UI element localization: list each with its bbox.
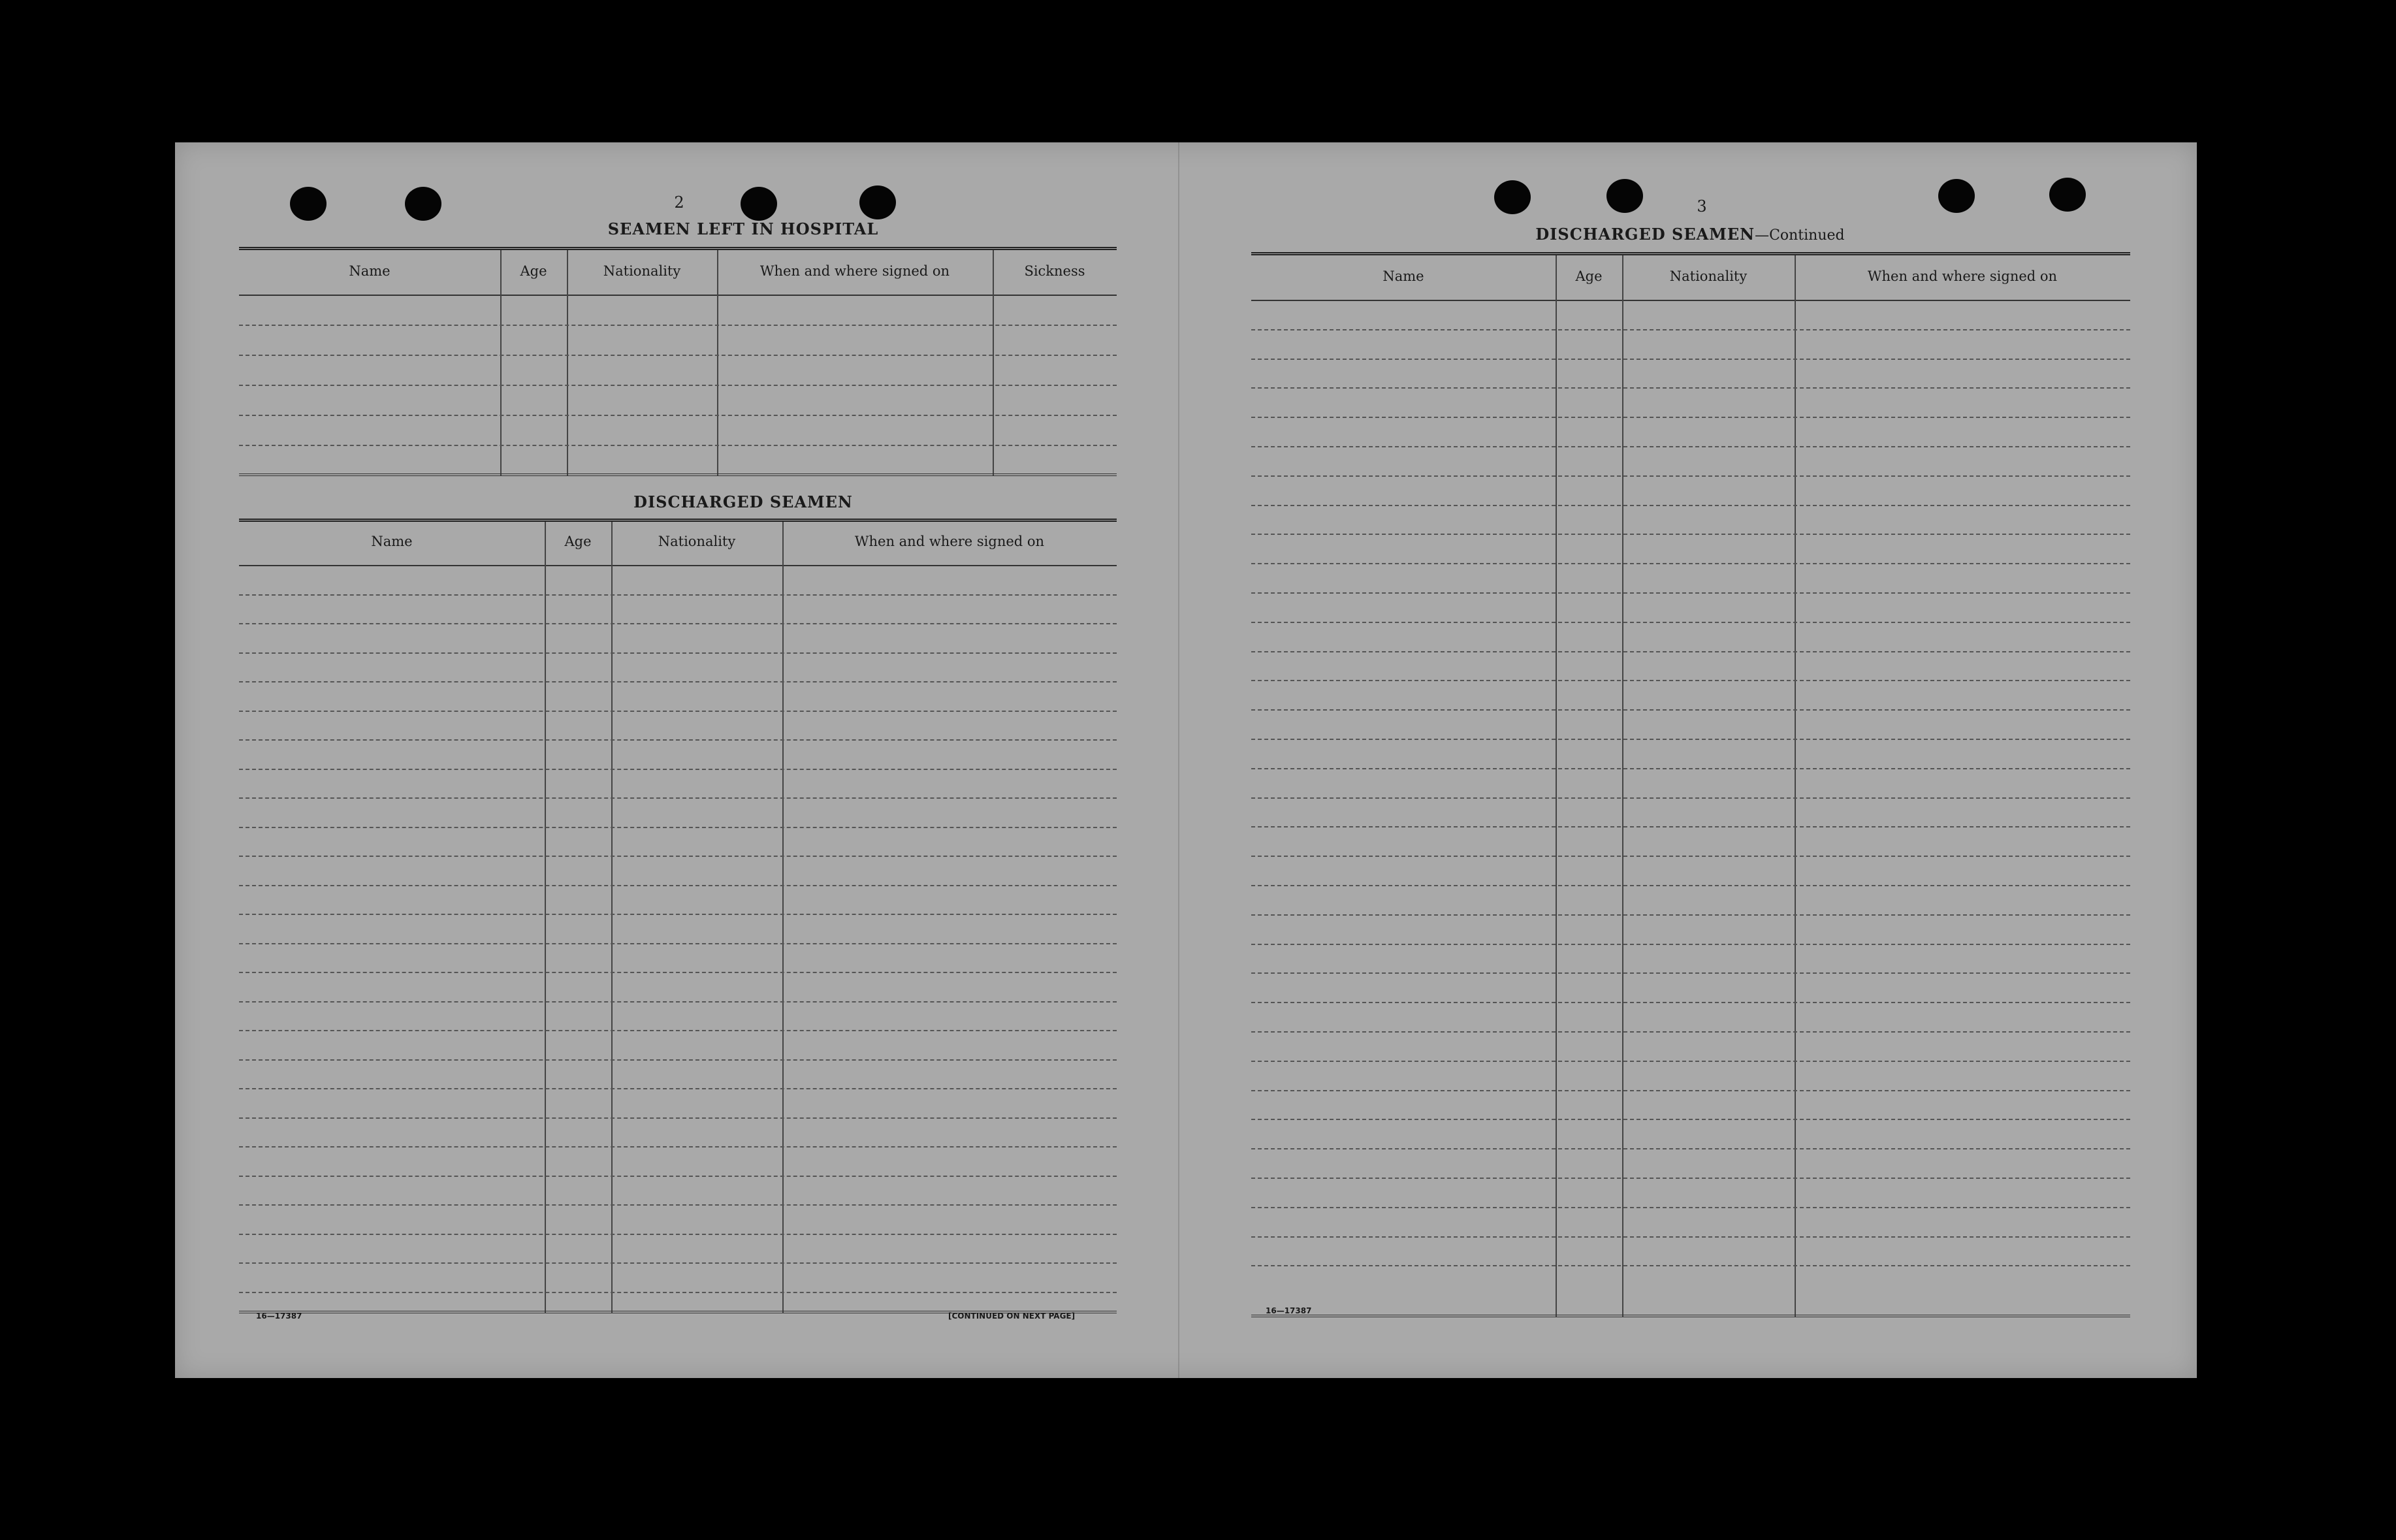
table-row xyxy=(239,711,1117,712)
table-row xyxy=(1251,914,2130,916)
punch-hole xyxy=(1606,179,1643,213)
col-signed-on: When and where signed on xyxy=(1867,268,2058,284)
col-age: Age xyxy=(520,263,547,279)
page-number-left: 2 xyxy=(674,193,684,212)
table-row xyxy=(1251,622,2130,623)
column-divider xyxy=(1556,255,1557,1317)
col-name: Name xyxy=(1382,268,1424,284)
table-row xyxy=(239,914,1117,915)
col-age: Age xyxy=(1575,268,1603,284)
col-age: Age xyxy=(564,534,592,549)
discharged-continued-title xyxy=(1507,225,1873,244)
hospital-section-title: SEAMEN LEFT IN HOSPITAL xyxy=(607,219,879,238)
discharged-table xyxy=(239,519,1117,1313)
column-divider xyxy=(1795,255,1796,1317)
table-row xyxy=(1251,739,2130,740)
table-row xyxy=(239,1204,1117,1206)
discharged-table-header xyxy=(239,522,1117,566)
title-main: DISCHARGED SEAMEN xyxy=(1535,225,1755,244)
table-row xyxy=(239,415,1117,416)
table-row xyxy=(1251,387,2130,389)
table-row xyxy=(239,885,1117,886)
col-nationality: Nationality xyxy=(658,534,736,549)
punch-hole xyxy=(741,187,777,221)
table-row xyxy=(1251,475,2130,477)
table-row xyxy=(239,681,1117,682)
table-row xyxy=(239,1117,1117,1119)
column-divider xyxy=(782,522,784,1313)
table-row xyxy=(1251,1119,2130,1120)
table-row xyxy=(1251,446,2130,447)
col-signed-on: When and where signed on xyxy=(759,263,950,279)
discharged-continued-table xyxy=(1251,252,2130,1317)
table-row xyxy=(1251,1031,2130,1033)
punch-hole xyxy=(290,187,327,221)
table-row xyxy=(1251,944,2130,945)
table-row xyxy=(1251,1061,2130,1062)
table-row xyxy=(1251,972,2130,974)
table-row xyxy=(239,1262,1117,1264)
col-name: Name xyxy=(371,534,413,549)
col-sickness: Sickness xyxy=(1024,263,1085,279)
page-number-right: 3 xyxy=(1697,197,1707,216)
table-row xyxy=(1251,1178,2130,1179)
column-divider xyxy=(1622,255,1623,1317)
table-row xyxy=(1251,797,2130,799)
title-suffix: —Continued xyxy=(1755,227,1845,244)
punch-hole xyxy=(1938,179,1975,213)
table-row xyxy=(1251,592,2130,594)
column-divider xyxy=(717,250,718,476)
table-row xyxy=(1251,651,2130,652)
table-row xyxy=(239,856,1117,857)
table-row xyxy=(1251,534,2130,535)
discharged-section-title: DISCHARGED SEAMEN xyxy=(633,492,853,511)
form-sheet xyxy=(175,142,2197,1378)
table-row xyxy=(239,1030,1117,1031)
hospital-table xyxy=(239,247,1117,476)
table-row xyxy=(239,1001,1117,1003)
table-row xyxy=(1251,1207,2130,1208)
table-row xyxy=(239,827,1117,828)
table-row xyxy=(239,652,1117,654)
punch-hole xyxy=(405,187,441,221)
table-row xyxy=(1251,359,2130,360)
table-row xyxy=(1251,826,2130,827)
form-number-right: 16—17387 xyxy=(1266,1306,1312,1315)
table-row xyxy=(239,739,1117,741)
table-row xyxy=(1251,417,2130,418)
table-row xyxy=(239,972,1117,973)
col-name: Name xyxy=(349,263,391,279)
column-divider xyxy=(567,250,568,476)
column-divider xyxy=(611,522,613,1313)
punch-hole xyxy=(859,185,896,219)
table-row xyxy=(239,623,1117,624)
table-row xyxy=(1251,329,2130,330)
table-row xyxy=(239,355,1117,356)
table-row xyxy=(1251,505,2130,506)
table-row xyxy=(239,1088,1117,1089)
page-fold xyxy=(1178,142,1179,1378)
table-row xyxy=(1251,563,2130,564)
form-number-left: 16—17387 xyxy=(256,1311,302,1321)
table-row xyxy=(239,594,1117,596)
table-row xyxy=(239,797,1117,799)
table-bottom-rule xyxy=(239,473,1117,476)
column-divider xyxy=(545,522,546,1313)
table-row xyxy=(239,445,1117,446)
table-bottom-rule xyxy=(1251,1315,2130,1317)
table-row xyxy=(1251,1148,2130,1149)
hospital-table-header xyxy=(239,250,1117,296)
column-divider xyxy=(500,250,502,476)
col-nationality: Nationality xyxy=(603,263,681,279)
table-row xyxy=(1251,680,2130,681)
table-row xyxy=(1251,709,2130,711)
continued-table-header xyxy=(1251,255,2130,301)
table-row xyxy=(239,1146,1117,1147)
continued-note: [CONTINUED ON NEXT PAGE] xyxy=(948,1311,1076,1321)
table-row xyxy=(1251,1265,2130,1266)
table-row xyxy=(239,385,1117,386)
table-row xyxy=(239,769,1117,770)
table-row xyxy=(1251,885,2130,886)
column-divider xyxy=(993,250,994,476)
punch-hole xyxy=(1494,180,1531,214)
table-row xyxy=(239,1292,1117,1293)
col-signed-on: When and where signed on xyxy=(854,534,1045,549)
punch-hole xyxy=(2049,178,2086,212)
table-row xyxy=(1251,768,2130,769)
table-row xyxy=(239,1176,1117,1177)
table-row xyxy=(239,943,1117,944)
col-nationality: Nationality xyxy=(1669,268,1748,284)
table-row xyxy=(1251,1090,2130,1091)
table-row xyxy=(239,325,1117,326)
table-row xyxy=(1251,856,2130,857)
table-row xyxy=(239,1234,1117,1235)
table-row xyxy=(1251,1236,2130,1238)
table-row xyxy=(1251,1002,2130,1003)
table-row xyxy=(239,1059,1117,1061)
